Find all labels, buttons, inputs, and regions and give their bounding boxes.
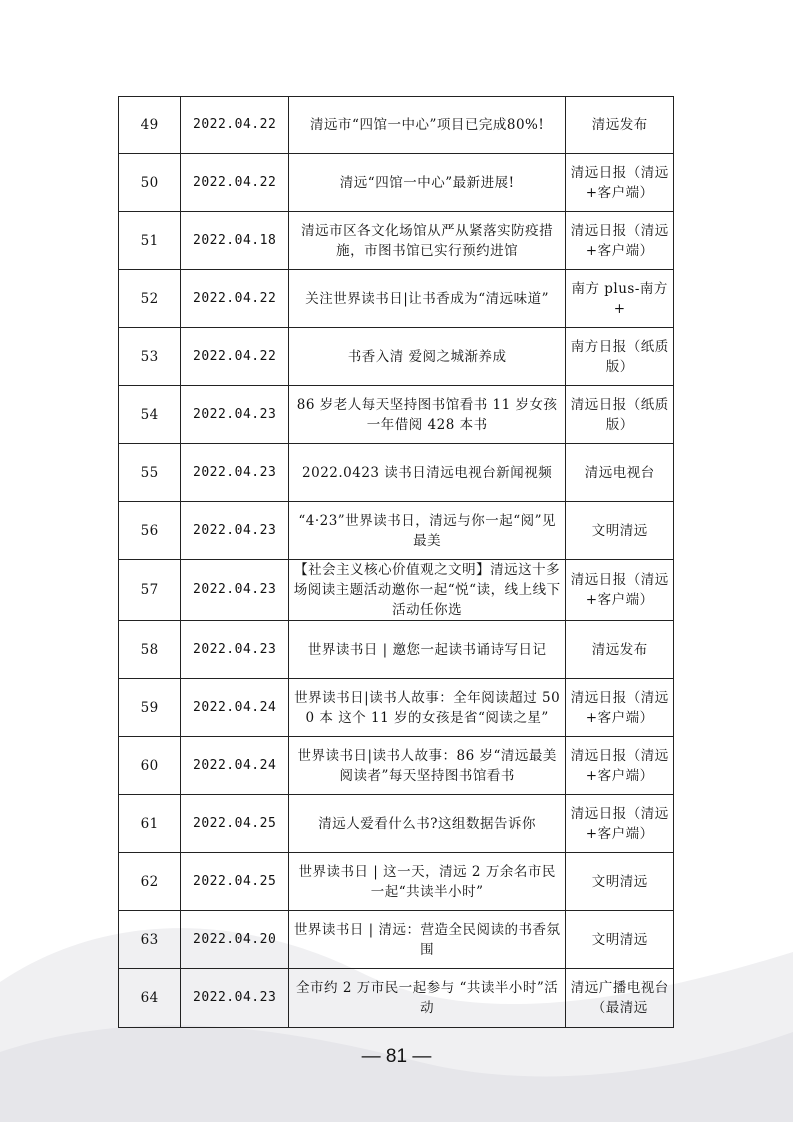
row-date: 2022.04.18 <box>181 212 289 270</box>
table-row <box>119 621 674 679</box>
row-source: 清远日报（清远+客户端） <box>566 795 674 853</box>
row-source: 清远电视台 <box>566 444 674 502</box>
row-source: 清远日报（清远+客户端） <box>566 560 674 621</box>
row-source: 清远日报（清远+客户端） <box>566 679 674 737</box>
row-title: 清远市“四馆一中心”项目已完成80%! <box>288 97 566 154</box>
table-row <box>119 795 674 853</box>
row-number: 57 <box>119 560 181 621</box>
row-date: 2022.04.22 <box>181 97 289 154</box>
row-source: 南方 plus-南方+ <box>566 270 674 328</box>
row-date: 2022.04.23 <box>181 969 289 1028</box>
row-date: 2022.04.22 <box>181 270 289 328</box>
row-number: 60 <box>119 737 181 795</box>
row-title: 清远人爱看什么书?这组数据告诉你 <box>288 795 566 853</box>
table-row <box>119 911 674 969</box>
table-row <box>119 444 674 502</box>
row-date: 2022.04.24 <box>181 679 289 737</box>
row-title: 86 岁老人每天坚持图书馆看书 11 岁女孩一年借阅 428 本书 <box>288 386 566 444</box>
row-source: 清远发布 <box>566 621 674 679</box>
row-number: 63 <box>119 911 181 969</box>
row-number: 61 <box>119 795 181 853</box>
row-title: 清远市区各文化场馆从严从紧落实防疫措施，市图书馆已实行预约进馆 <box>288 212 566 270</box>
table-row <box>119 853 674 911</box>
row-date: 2022.04.23 <box>181 444 289 502</box>
media-report-table <box>118 96 674 1028</box>
row-title: 世界读书日 | 邀您一起读书诵诗写日记 <box>288 621 566 679</box>
row-title: 【社会主义核心价值观之文明】清远这十多场阅读主题活动邀你一起“悦“读，线上线下活动任你选 <box>288 560 566 621</box>
row-title: 书香入清 爱阅之城渐养成 <box>288 328 566 386</box>
row-date: 2022.04.23 <box>181 386 289 444</box>
row-number: 64 <box>119 969 181 1028</box>
row-number: 49 <box>119 97 181 154</box>
row-date: 2022.04.24 <box>181 737 289 795</box>
row-title: 世界读书日|读书人故事：86 岁“清远最美阅读者”每天坚持图书馆看书 <box>288 737 566 795</box>
table-row <box>119 154 674 212</box>
row-date: 2022.04.22 <box>181 328 289 386</box>
row-number: 59 <box>119 679 181 737</box>
row-number: 56 <box>119 502 181 560</box>
row-source: 文明清远 <box>566 853 674 911</box>
table-row <box>119 679 674 737</box>
row-date: 2022.04.20 <box>181 911 289 969</box>
table-row <box>119 270 674 328</box>
page-number: — 81 — <box>361 1046 432 1067</box>
row-source: 文明清远 <box>566 911 674 969</box>
row-title: 世界读书日 | 这一天，清远 2 万余名市民一起“共读半小时” <box>288 853 566 911</box>
table-row <box>119 328 674 386</box>
row-date: 2022.04.23 <box>181 502 289 560</box>
row-source: 清远日报（清远+客户端） <box>566 212 674 270</box>
table-row <box>119 737 674 795</box>
row-source: 清远发布 <box>566 97 674 154</box>
row-title: 全市约 2 万市民一起参与 “共读半小时”活动 <box>288 969 566 1028</box>
table-row <box>119 97 674 154</box>
table-row <box>119 502 674 560</box>
row-number: 50 <box>119 154 181 212</box>
row-title: 清远“四馆一中心”最新进展! <box>288 154 566 212</box>
row-number: 58 <box>119 621 181 679</box>
row-number: 52 <box>119 270 181 328</box>
row-number: 55 <box>119 444 181 502</box>
row-date: 2022.04.25 <box>181 795 289 853</box>
row-source: 南方日报（纸质版） <box>566 328 674 386</box>
table-row <box>119 560 674 621</box>
row-source: 文明清远 <box>566 502 674 560</box>
row-number: 54 <box>119 386 181 444</box>
row-date: 2022.04.25 <box>181 853 289 911</box>
row-date: 2022.04.23 <box>181 560 289 621</box>
table-body <box>119 97 674 1028</box>
row-title: 2022.0423 读书日清远电视台新闻视频 <box>288 444 566 502</box>
table-row <box>119 969 674 1028</box>
row-title: “4·23”世界读书日，清远与你一起“阅”见最美 <box>288 502 566 560</box>
table-row <box>119 386 674 444</box>
row-title: 关注世界读书日|让书香成为“清远味道” <box>288 270 566 328</box>
row-number: 62 <box>119 853 181 911</box>
row-title: 世界读书日 | 清远：营造全民阅读的书香氛围 <box>288 911 566 969</box>
row-source: 清远日报（清远+客户端） <box>566 737 674 795</box>
row-source: 清远日报（纸质版） <box>566 386 674 444</box>
row-number: 53 <box>119 328 181 386</box>
row-source: 清远广播电视台（最清远 <box>566 969 674 1028</box>
row-title: 世界读书日|读书人故事：全年阅读超过 500 本 这个 11 岁的女孩是省“阅读之星” <box>288 679 566 737</box>
row-number: 51 <box>119 212 181 270</box>
row-source: 清远日报（清远+客户端） <box>566 154 674 212</box>
row-date: 2022.04.23 <box>181 621 289 679</box>
table-row <box>119 212 674 270</box>
row-date: 2022.04.22 <box>181 154 289 212</box>
